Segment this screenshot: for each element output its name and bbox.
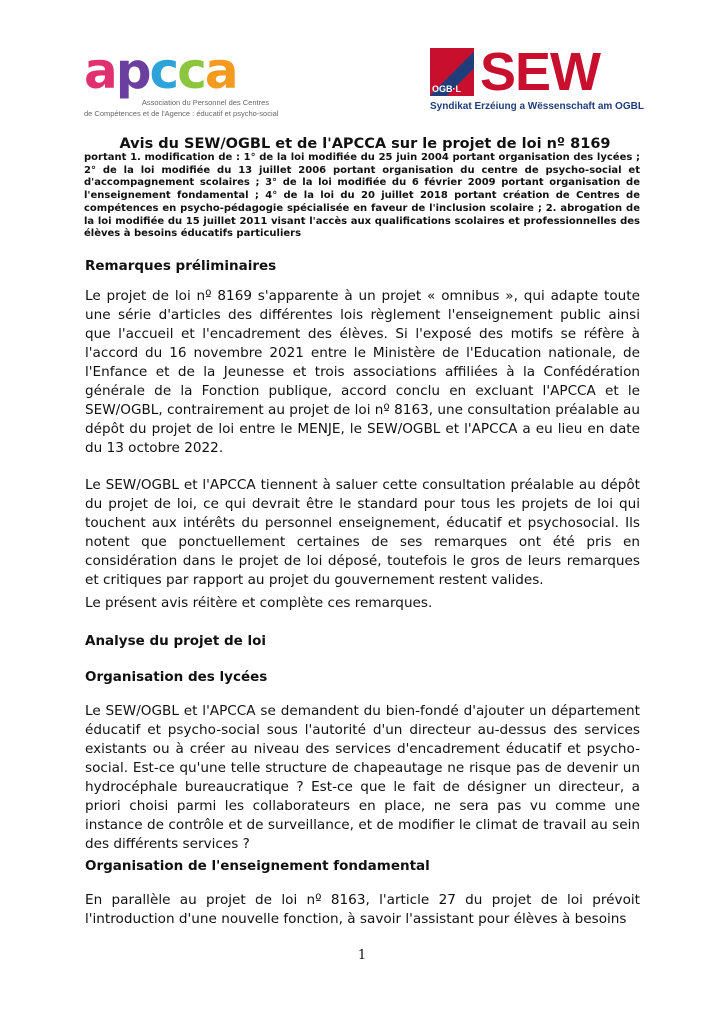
apcca-letter: a (84, 42, 116, 100)
apcca-subtitle-line2: de Compétences et de l'Agence : éducatif et psycho-social (84, 109, 279, 118)
paragraph-1: Le projet de loi nº 8169 s'apparente à un projet « omnibus », qui adapte toute une série d'articles des différentes lois règlement l'enseignement public ainsi que l'accueil et l'encadrement des élèves. Si l'exposé des motifs se réfère à l'accord du 16 novembre 2021 entre le Ministère de l'Education nationale, de l'Enfance et de la Jeunesse et trois associations affiliées à la Confédération générale de la Fonction publique, accord conclu en excluant l'APCCA et le SEW/OGBL, contrairement au projet de loi nº 8163, une consultation préalable au dépôt du projet de loi entre le MENJE, le SEW/OGBL et l'APCCA a eu lieu en date du 13 octobre 2022. (85, 288, 640, 456)
paragraph-5: En parallèle au projet de loi nº 8163, l'article 27 du projet de loi prévoit l'introduction d'une nouvelle fonction, à savoir l'assistant pour élèves à besoins (85, 892, 640, 927)
apcca-letter: p (115, 42, 150, 100)
ogbl-flag-text: OGB·L (432, 84, 461, 94)
heading-remarques: Remarques préliminaires (85, 258, 277, 274)
page-number: 1 (357, 948, 367, 963)
apcca-letter: c (177, 42, 205, 100)
apcca-subtitle-line1: Association du Personnel des Centres (141, 98, 269, 107)
document-subtitle: portant 1. modification de : 1° de la loi modifiée du 25 juin 2004 portant organisation des lycées ; 2° de la loi modifiée du 13 juillet 2006 portant organisation du centre de psycho-social et d'accompagnement scolaires ; 3° de la loi modifiée du 6 février 2009 portant organisation de l'enseignement fondamental ; 4° de la loi du 20 juillet 2018 portant création de Centres de compétences en psycho-pédagogie spécialisée en faveur de l'inclusion scolaire ; 2. abrogation de la loi modifiée du 15 juillet 2011 visant l'accès aux qualifications scolaires et professionnelles des élèves à besoins éducatifs particuliers (84, 152, 640, 240)
apcca-wordmark (84, 42, 244, 100)
heading-fondamental: Organisation de l'enseignement fondamental (85, 858, 430, 874)
paragraph-2: Le SEW/OGBL et l'APCCA tiennent à saluer cette consultation préalable au dépôt du projet de loi, ce qui devrait être le standard pour tous les projets de loi qui touchent aux intérêts du personnel enseignement, éducatif et psychosocial. Ils notent que ponctuellement certaines de ses remarques ont été pris en considération dans le projet de loi déposé, toutefois le gros de leurs remarques et critiques par rapport au projet du gouvernement restent valides. (85, 477, 640, 588)
apcca-logo (84, 42, 269, 107)
paragraph-3: Le présent avis réitère et complète ces remarques. (85, 595, 433, 611)
paragraph-4: Le SEW/OGBL et l'APCCA se demandent du bien-fondé d'ajouter un département éducatif et psycho-social sous l'autorité d'un directeur au-dessus des services existants ou à créer au niveau des services d'encadrement éducatif et psycho-social. Est-ce qu'une telle structure de chapeautage ne risque pas de devenir un hydrocéphale bureaucratique ? Est-ce que le fait de désigner un directeur, a priori choisi parmi les collaborateurs en place, ne sera pas vu comme une instance de contrôle et de surveillance, et de modifier le climat de travail au sein des différents services ? (85, 703, 640, 852)
ogbl-flag-icon (430, 48, 474, 96)
apcca-letter: c (149, 42, 178, 100)
apcca-letter: a (204, 42, 237, 100)
heading-lycees: Organisation des lycées (85, 669, 268, 685)
sew-tagline: Syndikat Erzéiung a Wëssenschaft am OGBL (430, 101, 644, 112)
document-title: Avis du SEW/OGBL et de l'APCCA sur le projet de loi nº 8169 (119, 136, 611, 152)
heading-analyse: Analyse du projet de loi (85, 633, 267, 649)
sew-wordmark: SEW (480, 42, 601, 102)
